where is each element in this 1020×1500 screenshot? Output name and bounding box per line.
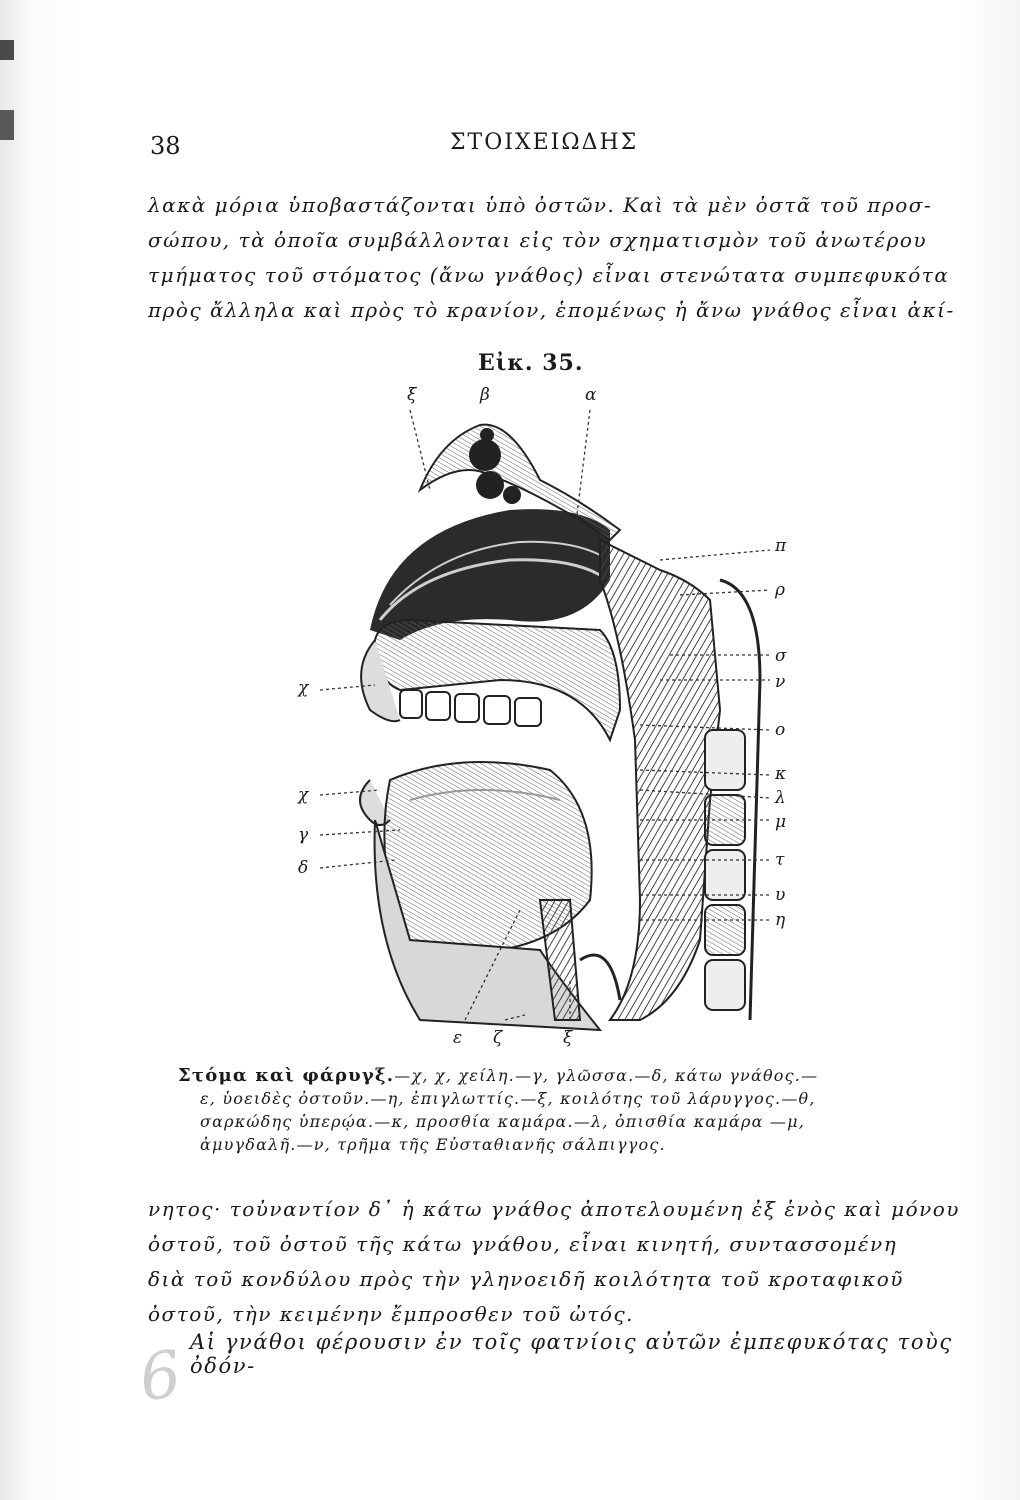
label-bottom-2: ζ [493,1028,503,1048]
pharynx-column [600,540,720,1020]
label-right-1: π [775,536,787,556]
label-right-9: τ [775,850,785,870]
figure-title: Εἰκ. 35. [478,350,584,376]
margin-pencil-note: 6 [135,1337,186,1417]
binding-edge [0,40,14,140]
sinus-dot-1 [469,439,501,471]
label-right-5: ο [775,720,786,740]
label-left-2: χ [298,785,309,805]
sinus-dot-3 [503,486,521,504]
label-right-11: η [775,910,786,930]
label-right-6: κ [775,764,787,784]
page-number: 38 [150,132,181,160]
label-right-3: σ [775,646,787,666]
label-top-1: ξ [407,385,417,405]
mouth-pharynx-illustration [280,380,820,1060]
label-right-10: υ [775,885,786,905]
caption-line-3: σαρκώδης ὑπερῴα.—κ, προσθία καμάρα.—λ, ὀπισθία καμάρα —μ, [200,1112,805,1131]
paragraph-next: Αἱ γνάθοι φέρουσιν ἐν τοῖς φατνίοις αὐτῶν ἐμπεφυκότας τοὺς ὀδόν- [190,1330,953,1378]
label-left-1: χ [298,678,309,698]
caption-line-4: ἀμυγδαλῆ.—ν, τρῆμα τῆς Εὐσταθιανῆς σάλπιγγος. [200,1135,666,1154]
upper-teeth [400,690,541,726]
label-right-4: ν [775,672,786,692]
label-left-4: δ [298,858,309,878]
label-bottom-1: ε [453,1028,463,1048]
label-bottom-3: ξ [563,1028,573,1048]
paragraph-top: λακὰ μόρια ὑποβαστάζονται ὑπὸ ὀστῶν. Καὶ τὰ μὲν ὀστᾶ τοῦ προσ- σώπου, τὰ ὁποῖα συμβάλλονται εἰς τὸν σχηματισμὸν τοῦ ἀνωτέρου τμήματος τοῦ στόματος (ἄνω γνάθος) εἶναι στενώτατα συμπεφυκότα πρὸς ἄλληλα καὶ πρὸς τὸ κρανίον, ἑπομένως ἡ ἄνω γνάθος εἶναι ἀκί- [148,193,955,322]
caption-lead: Στόμα καὶ φάρυγξ. [178,1065,395,1086]
label-right-8: μ [775,812,787,832]
anatomical-figure [280,380,820,1060]
paragraph-bottom: νητος· τοὐναντίον δ᾽ ἡ κάτω γνάθος ἀποτελουμένη ἐξ ἑνὸς καὶ μόνου ὀστοῦ, τοῦ ὀστοῦ τῆς κάτω γνάθου, εἶναι κινητή, συντασσομένη διὰ τοῦ κονδύλου πρὸς τὴν γληνοειδῆ κοιλότητα τοῦ κροταφικοῦ ὀστοῦ, τὴν κειμένην ἔμπροσθεν τοῦ ὠτός. [148,1197,960,1326]
caption-line-2: ε, ὑοειδὲς ὀστοῦν.—η, ἐπιγλωττίς.—ξ, κοιλότης τοῦ λάρυγγος.—θ, [200,1089,816,1108]
label-right-7: λ [775,788,786,808]
label-top-3: α [585,385,597,405]
figure-caption [178,1064,958,1156]
vertebrae [705,730,745,1010]
label-left-3: γ [298,825,309,845]
label-right-2: ρ [775,580,785,600]
caption-line-1: —χ, χ, χείλη.—γ, γλῶσσα.—δ, κάτω γνάθος.— [394,1066,819,1085]
sinus-dot-2 [476,471,504,499]
label-top-2: β [480,385,490,405]
running-head: ΣΤΟΙΧΕΙΩΔΗΣ [450,130,639,155]
